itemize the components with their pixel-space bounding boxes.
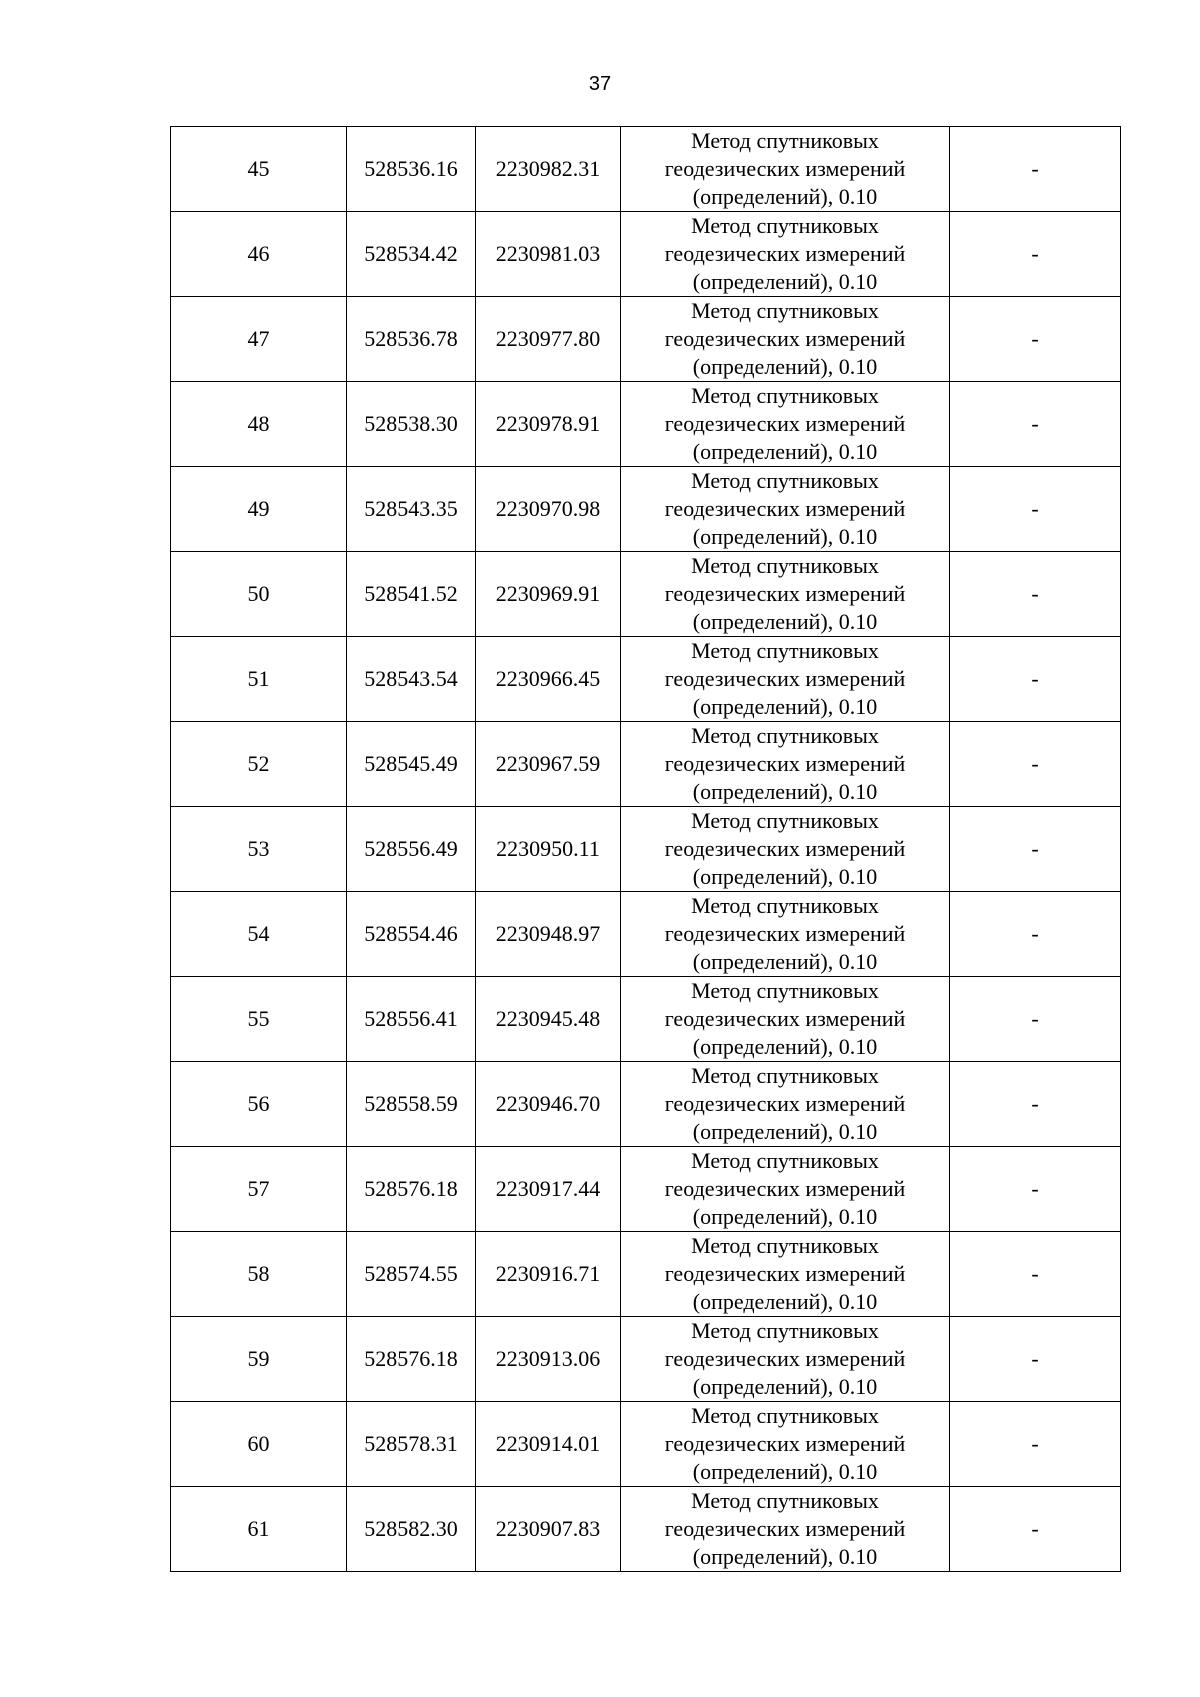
note-cell: - (950, 382, 1121, 467)
method-line: (определений), 0.10 (692, 949, 878, 974)
method-line: Метод спутниковых (691, 468, 879, 493)
point-number-cell: 53 (171, 807, 347, 892)
method-line: Метод спутниковых (691, 638, 879, 663)
method-line: (определений), 0.10 (692, 694, 878, 719)
y-coordinate-cell: 2230946.70 (476, 1062, 621, 1147)
note-cell: - (950, 722, 1121, 807)
method-line: Метод спутниковых (691, 553, 879, 578)
table-row (171, 637, 1121, 722)
method-line: геодезических измерений (664, 1091, 906, 1116)
y-coordinate-cell: 2230977.80 (476, 297, 621, 382)
method-cell (621, 1402, 950, 1487)
page-number: 37 (588, 73, 612, 95)
y-coordinate-cell: 2230913.06 (476, 1317, 621, 1402)
method-line: геодезических измерений (664, 581, 906, 606)
method-line: (определений), 0.10 (692, 439, 878, 464)
method-cell (621, 1062, 950, 1147)
method-line: Метод спутниковых (691, 1063, 879, 1088)
x-coordinate-cell: 528536.78 (347, 297, 476, 382)
method-line: (определений), 0.10 (692, 1289, 878, 1314)
y-coordinate-cell: 2230916.71 (476, 1232, 621, 1317)
x-coordinate-cell: 528576.18 (347, 1147, 476, 1232)
point-number-cell: 46 (171, 212, 347, 297)
note-cell: - (950, 1147, 1121, 1232)
method-line: Метод спутниковых (691, 1233, 879, 1258)
note-cell: - (950, 1402, 1121, 1487)
method-line: геодезических измерений (664, 1346, 906, 1371)
method-line: Метод спутниковых (691, 893, 879, 918)
method-cell (621, 977, 950, 1062)
x-coordinate-cell: 528576.18 (347, 1317, 476, 1402)
method-line: (определений), 0.10 (692, 779, 878, 804)
point-number-cell: 58 (171, 1232, 347, 1317)
table-row (171, 1317, 1121, 1402)
method-line: Метод спутниковых (691, 1318, 879, 1343)
point-number-cell: 51 (171, 637, 347, 722)
note-cell: - (950, 977, 1121, 1062)
table-row (171, 722, 1121, 807)
table-row (171, 127, 1121, 212)
note-cell: - (950, 637, 1121, 722)
x-coordinate-cell: 528558.59 (347, 1062, 476, 1147)
method-cell (621, 1147, 950, 1232)
method-line: (определений), 0.10 (692, 1204, 878, 1229)
y-coordinate-cell: 2230907.83 (476, 1487, 621, 1572)
method-line: геодезических измерений (664, 666, 906, 691)
x-coordinate-cell: 528536.16 (347, 127, 476, 212)
x-coordinate-cell: 528543.35 (347, 467, 476, 552)
table-row (171, 892, 1121, 977)
method-line: Метод спутниковых (691, 1148, 879, 1173)
point-number-cell: 47 (171, 297, 347, 382)
x-coordinate-cell: 528554.46 (347, 892, 476, 977)
method-line: (определений), 0.10 (692, 1034, 878, 1059)
point-number-cell: 61 (171, 1487, 347, 1572)
x-coordinate-cell: 528534.42 (347, 212, 476, 297)
method-cell (621, 127, 950, 212)
table-row (171, 1402, 1121, 1487)
y-coordinate-cell: 2230917.44 (476, 1147, 621, 1232)
method-line: (определений), 0.10 (692, 524, 878, 549)
y-coordinate-cell: 2230950.11 (476, 807, 621, 892)
method-line: (определений), 0.10 (692, 1119, 878, 1144)
method-cell (621, 382, 950, 467)
y-coordinate-cell: 2230981.03 (476, 212, 621, 297)
x-coordinate-cell: 528578.31 (347, 1402, 476, 1487)
method-cell (621, 722, 950, 807)
table-row (171, 212, 1121, 297)
point-number-cell: 59 (171, 1317, 347, 1402)
table-row (171, 1487, 1121, 1572)
method-cell (621, 1317, 950, 1402)
note-cell: - (950, 892, 1121, 977)
method-line: (определений), 0.10 (692, 1544, 878, 1569)
coordinates-table (170, 126, 1121, 1572)
table-row (171, 297, 1121, 382)
method-line: геодезических измерений (664, 411, 906, 436)
method-line: Метод спутниковых (691, 128, 879, 153)
method-line: геодезических измерений (664, 496, 906, 521)
method-cell (621, 467, 950, 552)
point-number-cell: 55 (171, 977, 347, 1062)
point-number-cell: 54 (171, 892, 347, 977)
method-cell (621, 212, 950, 297)
note-cell: - (950, 127, 1121, 212)
method-cell (621, 637, 950, 722)
note-cell: - (950, 1232, 1121, 1317)
y-coordinate-cell: 2230966.45 (476, 637, 621, 722)
method-cell (621, 297, 950, 382)
method-line: (определений), 0.10 (692, 1459, 878, 1484)
method-line: (определений), 0.10 (692, 864, 878, 889)
y-coordinate-cell: 2230945.48 (476, 977, 621, 1062)
y-coordinate-cell: 2230948.97 (476, 892, 621, 977)
method-line: Метод спутниковых (691, 213, 879, 238)
y-coordinate-cell: 2230970.98 (476, 467, 621, 552)
table-row (171, 467, 1121, 552)
method-line: (определений), 0.10 (692, 354, 878, 379)
method-cell (621, 1487, 950, 1572)
point-number-cell: 57 (171, 1147, 347, 1232)
method-line: геодезических измерений (664, 1431, 906, 1456)
note-cell: - (950, 297, 1121, 382)
method-cell (621, 807, 950, 892)
point-number-cell: 60 (171, 1402, 347, 1487)
note-cell: - (950, 552, 1121, 637)
method-line: (определений), 0.10 (692, 269, 878, 294)
point-number-cell: 49 (171, 467, 347, 552)
point-number-cell: 48 (171, 382, 347, 467)
y-coordinate-cell: 2230982.31 (476, 127, 621, 212)
method-line: геодезических измерений (664, 326, 906, 351)
method-line: геодезических измерений (664, 751, 906, 776)
note-cell: - (950, 1062, 1121, 1147)
x-coordinate-cell: 528574.55 (347, 1232, 476, 1317)
table-row (171, 382, 1121, 467)
table-row (171, 807, 1121, 892)
method-line: геодезических измерений (664, 1006, 906, 1031)
method-line: Метод спутниковых (691, 723, 879, 748)
method-line: (определений), 0.10 (692, 609, 878, 634)
table-row (171, 1232, 1121, 1317)
table-row (171, 1062, 1121, 1147)
method-cell (621, 552, 950, 637)
table-row (171, 552, 1121, 637)
method-line: геодезических измерений (664, 1176, 906, 1201)
x-coordinate-cell: 528543.54 (347, 637, 476, 722)
point-number-cell: 52 (171, 722, 347, 807)
point-number-cell: 56 (171, 1062, 347, 1147)
y-coordinate-cell: 2230969.91 (476, 552, 621, 637)
method-line: геодезических измерений (664, 836, 906, 861)
x-coordinate-cell: 528538.30 (347, 382, 476, 467)
method-line: Метод спутниковых (691, 978, 879, 1003)
note-cell: - (950, 467, 1121, 552)
method-cell (621, 1232, 950, 1317)
method-line: геодезических измерений (664, 241, 906, 266)
x-coordinate-cell: 528582.30 (347, 1487, 476, 1572)
method-line: геодезических измерений (664, 1516, 906, 1541)
note-cell: - (950, 807, 1121, 892)
x-coordinate-cell: 528541.52 (347, 552, 476, 637)
table-row (171, 977, 1121, 1062)
table-row (171, 1147, 1121, 1232)
point-number-cell: 45 (171, 127, 347, 212)
method-line: Метод спутниковых (691, 1488, 879, 1513)
x-coordinate-cell: 528556.49 (347, 807, 476, 892)
method-line: геодезических измерений (664, 1261, 906, 1286)
method-line: Метод спутниковых (691, 383, 879, 408)
method-line: геодезических измерений (664, 921, 906, 946)
method-line: Метод спутниковых (691, 1403, 879, 1428)
method-line: геодезических измерений (664, 156, 906, 181)
note-cell: - (950, 1487, 1121, 1572)
x-coordinate-cell: 528545.49 (347, 722, 476, 807)
method-line: Метод спутниковых (691, 808, 879, 833)
method-line: (определений), 0.10 (692, 1374, 878, 1399)
y-coordinate-cell: 2230978.91 (476, 382, 621, 467)
y-coordinate-cell: 2230967.59 (476, 722, 621, 807)
method-cell (621, 892, 950, 977)
point-number-cell: 50 (171, 552, 347, 637)
method-line: (определений), 0.10 (692, 184, 878, 209)
note-cell: - (950, 1317, 1121, 1402)
x-coordinate-cell: 528556.41 (347, 977, 476, 1062)
note-cell: - (950, 212, 1121, 297)
y-coordinate-cell: 2230914.01 (476, 1402, 621, 1487)
method-line: Метод спутниковых (691, 298, 879, 323)
